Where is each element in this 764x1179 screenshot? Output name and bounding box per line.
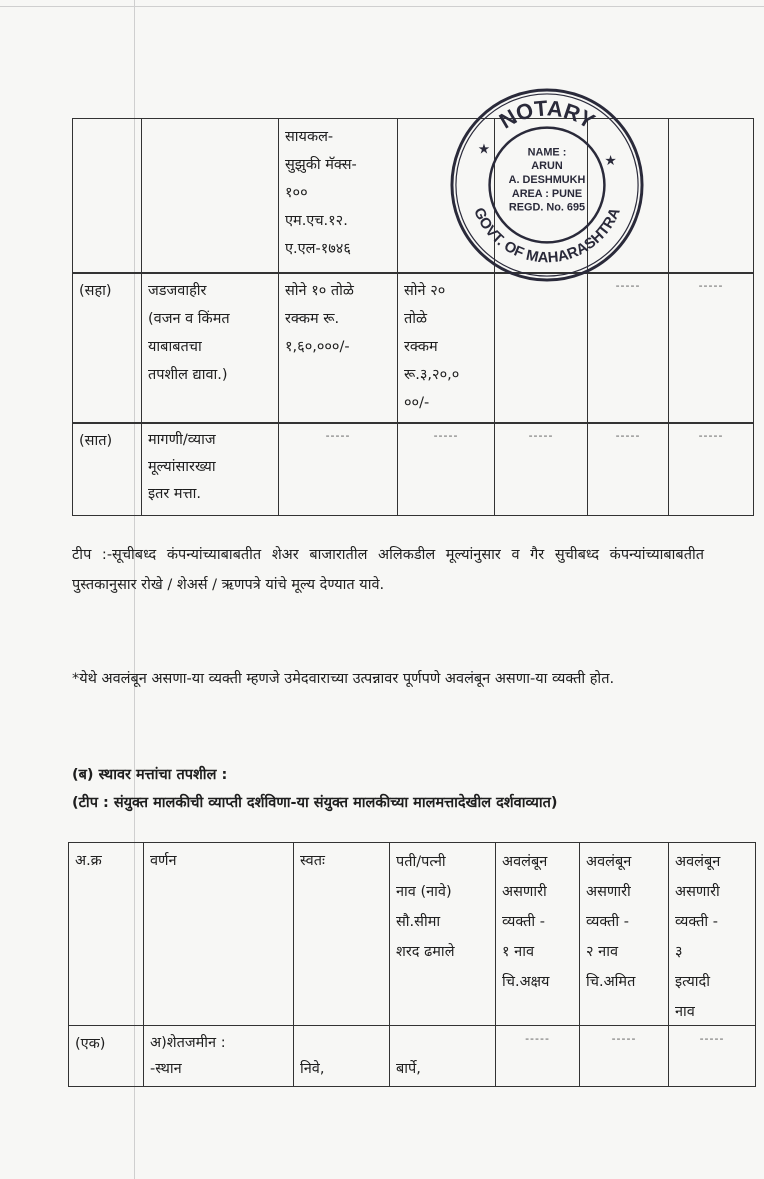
cell-line: अवलंबून	[502, 854, 548, 870]
header-cell	[668, 842, 756, 1026]
empty-dash: -----	[433, 429, 459, 442]
cell-line: तपशील द्यावा.)	[148, 367, 228, 383]
cell-line: अवलंबून	[675, 854, 721, 870]
cell-line: असणारी	[502, 884, 547, 900]
empty-dash: -----	[615, 429, 641, 442]
land-self-cell	[293, 1025, 390, 1087]
cell-line: व्यक्ती -	[586, 914, 630, 930]
table-cell	[579, 1025, 669, 1087]
cell-line: ००/-	[404, 395, 430, 411]
cell-line: एम.एच.१२.	[285, 213, 348, 229]
empty-dash: -----	[698, 429, 724, 442]
empty-dash: -----	[615, 279, 641, 292]
stamp-line: NAME :	[527, 146, 567, 159]
header-cell	[293, 842, 390, 1026]
cell-line: मागणी/व्याज	[148, 432, 216, 448]
stamp-bottom-text: GOVT. OF MAHARASHTRA	[470, 205, 624, 267]
header-cell	[68, 842, 144, 1026]
table-cell	[278, 422, 398, 516]
cell-line: मूल्यांसारख्या	[148, 459, 216, 475]
star-icon: ★	[477, 141, 491, 158]
header-cell	[143, 842, 294, 1026]
header-cell	[389, 842, 496, 1026]
cell-line: सायकल-	[285, 129, 334, 145]
cell-line: रू.३,२०,०	[404, 367, 460, 383]
cell-line: रक्कम	[404, 339, 438, 355]
jewelry-self-cell	[278, 272, 398, 424]
empty-dash: -----	[525, 1032, 550, 1045]
cell-line: असणारी	[586, 884, 631, 900]
cell-line: सोने १० तोळे	[285, 283, 354, 299]
land-desc-cell	[143, 1025, 294, 1087]
table-cell	[141, 118, 279, 274]
cell-line: सोने २०	[404, 283, 446, 299]
table-cell	[587, 422, 669, 516]
stamp-line: A. DESHMUKH	[508, 174, 586, 187]
empty-dash: -----	[325, 429, 351, 442]
scan-top-line	[0, 6, 764, 7]
cell-line: जडजवाहीर	[148, 283, 207, 299]
cell-line: १००	[285, 185, 308, 201]
cell-line: ए.एल-१७४६	[285, 241, 351, 257]
row-number: (एक)	[75, 1036, 106, 1052]
header-desc: वर्णन	[150, 853, 177, 869]
cell-line: इतर मत्ता.	[148, 486, 201, 502]
cell-line: इत्यादी	[675, 974, 710, 990]
empty-dash: -----	[698, 279, 724, 292]
empty-dash: -----	[528, 429, 554, 442]
cell-line: अ)शेतजमीन :	[150, 1035, 226, 1051]
cell-line: शरद ढमाले	[396, 944, 455, 960]
cell-line: (वजन व किंमत	[148, 311, 230, 327]
cell-line: चि.अक्षय	[502, 974, 550, 990]
table-cell	[397, 422, 495, 516]
cell-line: असणारी	[675, 884, 720, 900]
stamp-line: AREA : PUNE	[511, 187, 583, 200]
cell-line: पती/पत्नी	[396, 854, 446, 870]
cell-line: १ नाव	[502, 944, 535, 960]
land-spouse-cell	[389, 1025, 496, 1087]
table-cell	[587, 272, 669, 424]
row-number: (सात)	[79, 433, 113, 449]
cell-line: व्यक्ती -	[675, 914, 719, 930]
section-b-note: (टीप : संयुक्त मालकीची व्याप्ती दर्शविणा-या संयुक्त मालकीच्या मालमत्तादेखील दर्शवाव्यात)	[72, 795, 558, 811]
cell-line: १,६०,०००/-	[285, 339, 350, 355]
table-cell	[668, 1025, 756, 1087]
header-cell	[579, 842, 669, 1026]
row-number-cell	[68, 1025, 144, 1087]
row-number-cell	[72, 272, 142, 424]
jewelry-spouse-cell	[397, 272, 495, 424]
claims-desc-cell	[141, 422, 279, 516]
cell-line: नाव	[675, 1004, 695, 1020]
cell-line: -स्थान	[150, 1061, 182, 1077]
header-self: स्वतः	[300, 853, 325, 869]
stamp-line: REGD. No. 695	[508, 201, 586, 214]
cell-line: नाव (नावे)	[396, 884, 452, 900]
row-number-cell	[72, 422, 142, 516]
cell-line: अवलंबून	[586, 854, 632, 870]
header-sr: अ.क्र	[75, 853, 102, 869]
empty-dash: -----	[611, 1032, 637, 1045]
cell-line: याबाबतचा	[148, 339, 202, 355]
table-cell	[495, 1025, 580, 1087]
row-number: (सहा)	[79, 283, 112, 299]
table-cell	[494, 272, 588, 424]
star-icon: ★	[604, 153, 617, 170]
cell-line: निवे,	[300, 1061, 325, 1077]
table-cell	[668, 118, 754, 274]
notary-stamp	[448, 86, 646, 284]
cell-line: ३	[675, 944, 683, 960]
stamp-top-text: NOTARY	[494, 95, 600, 134]
cell-line: बार्पे,	[396, 1061, 421, 1077]
table-cell	[72, 118, 142, 274]
cell-line: रक्कम रू.	[285, 311, 340, 327]
cell-line: सुझुकी मॅक्स-	[285, 157, 357, 173]
cell-line: २ नाव	[586, 944, 619, 960]
section-b-heading: (ब) स्थावर मत्तांचा तपशील :	[72, 767, 228, 783]
note-dependents: *येथे अवलंबून असणा-या व्यक्ती म्हणजे उमेदवाराच्या उत्पन्नावर पूर्णपणे अवलंबून असणा-या व्यक्ती होत.	[72, 671, 615, 687]
cell-line: सौ.सीमा	[396, 914, 441, 930]
note-listed-companies: टीप :-सूचीबध्द कंपन्यांच्याबाबतीत शेअर बाजारातील अलिकडील मूल्यांनुसार व गैर सुचीबध्द कंपन्यांच्याबाबतीत पुस्तकानुसार रोखे / शेअर्स / ऋणपत्रे यांचे मूल्य देण्यात यावे.	[72, 547, 704, 593]
stamp-line: ARUN	[531, 160, 563, 173]
cell-line: तोळे	[404, 311, 428, 327]
cycle-value-cell	[278, 118, 398, 274]
jewelry-desc-cell	[141, 272, 279, 424]
cell-line: व्यक्ती -	[502, 914, 546, 930]
table-cell	[668, 422, 754, 516]
table-cell	[494, 422, 588, 516]
header-cell	[495, 842, 580, 1026]
table-cell	[668, 272, 754, 424]
empty-dash: -----	[699, 1032, 725, 1045]
cell-line: चि.अमित	[586, 974, 636, 990]
